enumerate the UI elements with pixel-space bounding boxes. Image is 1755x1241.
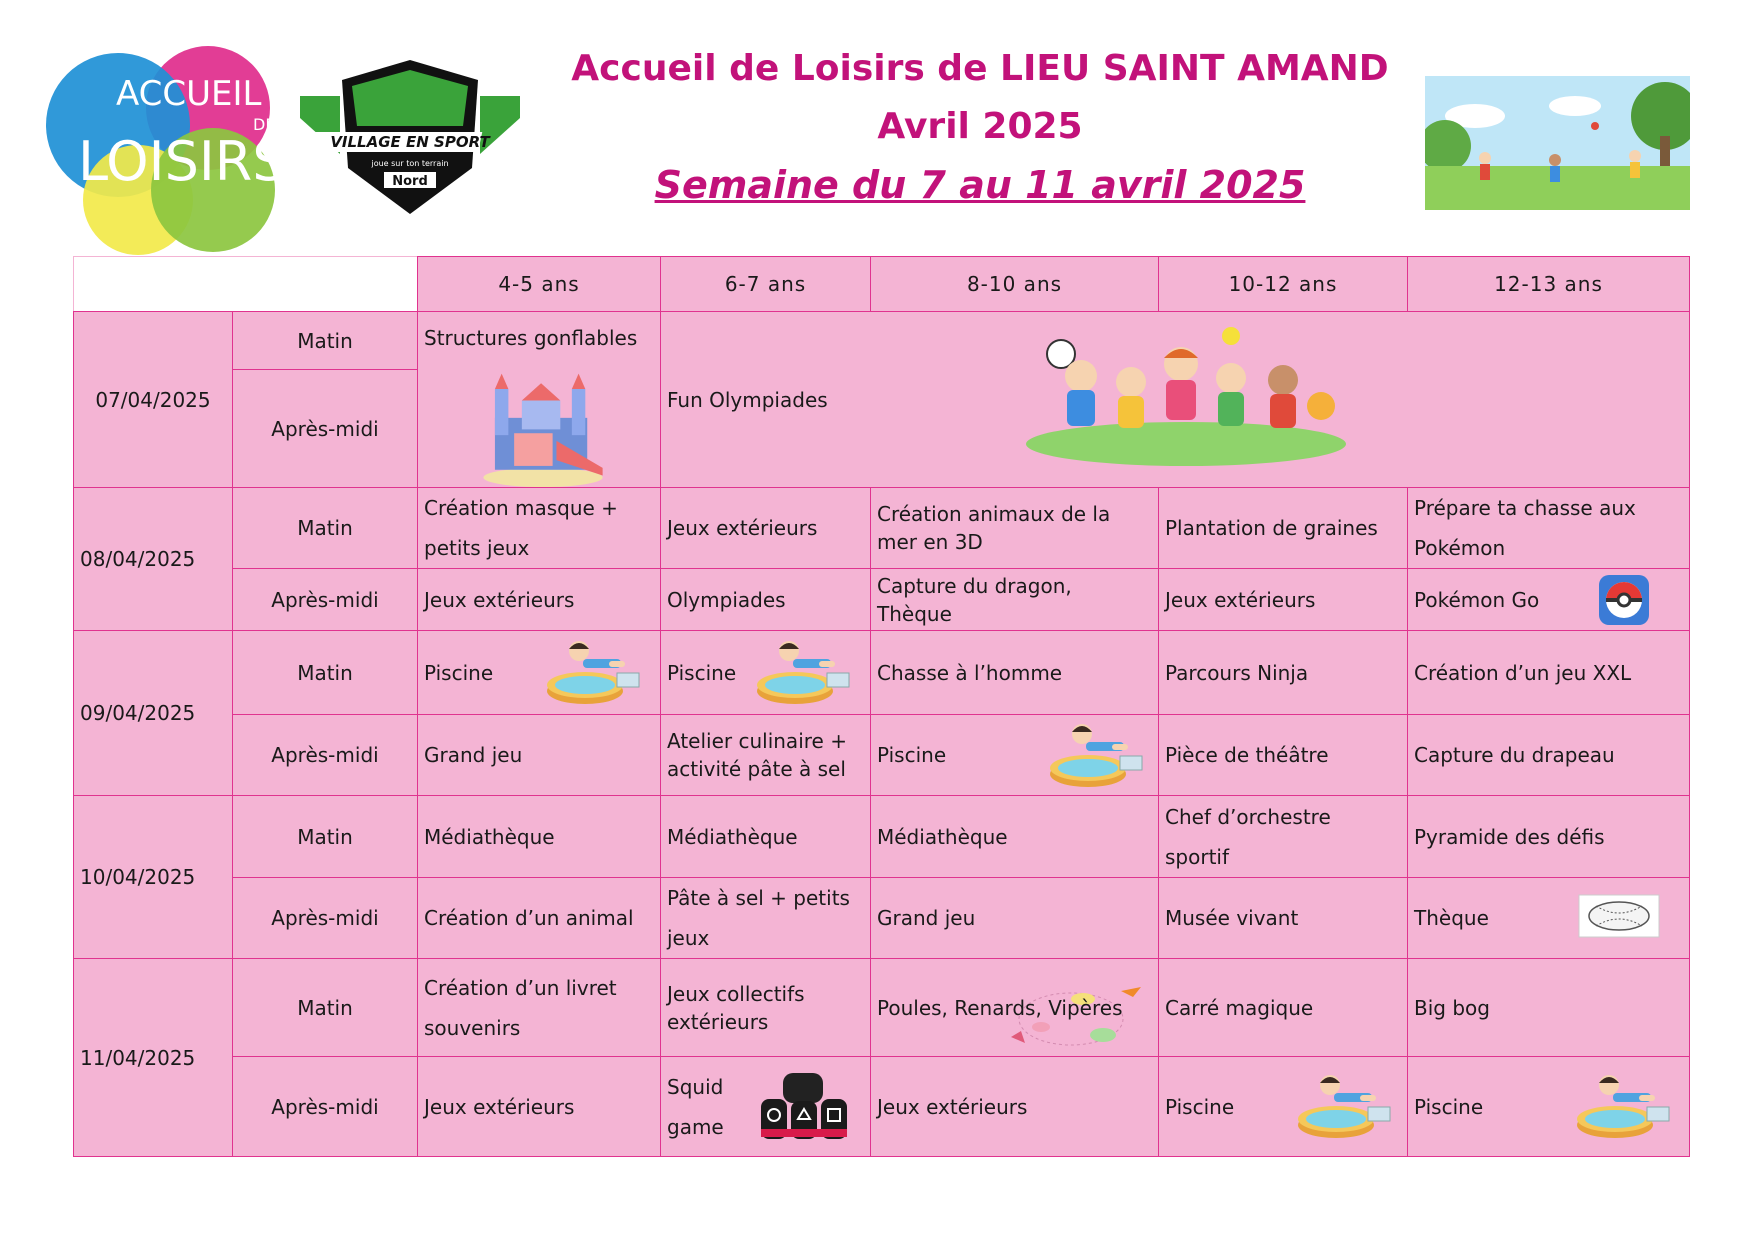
activity-cell (871, 959, 1159, 1057)
date-cell: 08/04/2025 (74, 488, 233, 631)
age-col-12-13: 12-13 ans (1408, 257, 1690, 312)
page-week: Semaine du 7 au 11 avril 2025 (654, 163, 1306, 207)
day-row (74, 796, 1690, 878)
activity-cell: Grand jeu (871, 878, 1159, 959)
kids-playing-park-illustration (1425, 76, 1690, 210)
activity-label: Pokémon Go (1414, 587, 1540, 612)
swimming-pool-icon (543, 635, 643, 709)
header-blank (74, 257, 418, 312)
activity-cell: Capture du drapeau (1408, 715, 1690, 796)
activity-cell: Création animaux de la mer en 3D (871, 488, 1159, 569)
activity-cell: Atelier culinaire + activité pâte à sel (661, 715, 871, 796)
activity-label: Piscine (877, 743, 947, 767)
squid-game-icon (753, 1071, 853, 1141)
day-row (74, 878, 1690, 959)
activity-cell: Création d’un livret souvenirs (418, 959, 661, 1057)
period-afternoon: Après-midi (233, 878, 418, 959)
activity-cell: Plantation de graines (1159, 488, 1408, 569)
activity-cell: Chef d’orchestre sportif (1159, 796, 1408, 878)
activity-cell: Création d’un animal (418, 878, 661, 959)
day-row (74, 488, 1690, 569)
activity-cell: Création masque + petits jeux (418, 488, 661, 569)
swimming-pool-icon (1294, 1069, 1394, 1143)
day-row (74, 631, 1690, 715)
activity-label: Piscine (1165, 1094, 1235, 1119)
date-cell: 07/04/2025 (74, 312, 233, 488)
period-afternoon: Après-midi (233, 715, 418, 796)
activity-cell (1408, 878, 1690, 959)
activity-label: Fun Olympiades (667, 387, 828, 412)
activity-label: Squid game (667, 1074, 724, 1139)
activity-cell: Parcours Ninja (1159, 631, 1408, 715)
age-header-row (74, 257, 1690, 312)
activity-label: Piscine (1414, 1094, 1484, 1119)
date-cell: 10/04/2025 (74, 796, 233, 959)
age-col-10-12: 10-12 ans (1159, 257, 1408, 312)
activity-label: Piscine (424, 660, 494, 685)
date-cell: 09/04/2025 (74, 631, 233, 796)
activity-cell: Pyramide des défis (1408, 796, 1690, 878)
activity-cell: Grand jeu (418, 715, 661, 796)
activity-cell: Médiathèque (418, 796, 661, 878)
swimming-pool-icon (753, 635, 853, 709)
swimming-pool-icon (1046, 718, 1146, 792)
swimming-pool-icon (1573, 1069, 1673, 1143)
activity-cell (871, 715, 1159, 796)
activity-label: Piscine (667, 660, 737, 685)
day-row (74, 715, 1690, 796)
kids-sports-illustration-icon (1021, 326, 1351, 466)
activity-cell (1408, 1057, 1690, 1157)
activity-cell: Médiathèque (871, 796, 1159, 878)
activity-cell: Jeux extérieurs (1159, 569, 1408, 631)
activity-cell: Big bog (1408, 959, 1690, 1057)
period-morning: Matin (233, 312, 418, 370)
activity-label: Thèque (1414, 906, 1489, 930)
day-row (74, 569, 1690, 631)
activity-cell: Jeux extérieurs (418, 1057, 661, 1157)
activity-label: Structures gonflables (424, 326, 638, 350)
activity-cell: Chasse à l’homme (871, 631, 1159, 715)
activity-cell: Pâte à sel + petits jeux (661, 878, 871, 959)
day-row (74, 1057, 1690, 1157)
activity-cell: Pièce de théâtre (1159, 715, 1408, 796)
header (500, 40, 1460, 214)
logo-text-accueil: ACCUEIL (116, 74, 262, 114)
page-month: Avril 2025 (877, 106, 1083, 147)
page-title: Accueil de Loisirs de LIEU SAINT AMAND (571, 48, 1389, 89)
age-col-6-7: 6-7 ans (661, 257, 871, 312)
activity-cell (418, 631, 661, 715)
logo-text-de: DE (253, 115, 276, 134)
period-afternoon: Après-midi (233, 370, 418, 488)
activity-cell: Jeux collectifs extérieurs (661, 959, 871, 1057)
date-cell: 11/04/2025 (74, 959, 233, 1157)
village-en-sport-logo (300, 58, 520, 218)
activity-cell: Jeux extérieurs (418, 569, 661, 631)
activity-label: Poules, Renards, Vipères (877, 995, 1123, 1020)
activity-cell: Carré magique (1159, 959, 1408, 1057)
logo-village-tagline: joue sur ton terrain (371, 159, 449, 168)
activity-cell (418, 312, 661, 488)
activity-cell: Jeux extérieurs (661, 488, 871, 569)
activity-cell (1159, 1057, 1408, 1157)
pokeball-app-icon (1598, 574, 1650, 626)
activity-cell (1408, 569, 1690, 631)
period-morning: Matin (233, 488, 418, 569)
logo-village-text: VILLAGE EN SPORT (330, 133, 490, 151)
accueil-de-loisirs-logo (38, 30, 288, 260)
day-row (74, 312, 1690, 370)
period-morning: Matin (233, 959, 418, 1057)
baseball-icon (1578, 894, 1660, 938)
activity-schedule-table (73, 256, 1690, 1157)
activity-cell: Jeux extérieurs (871, 1057, 1159, 1157)
activity-cell (661, 631, 871, 715)
bouncy-castle-icon (473, 364, 613, 488)
period-afternoon: Après-midi (233, 1057, 418, 1157)
activity-cell: Création d’un jeu XXL (1408, 631, 1690, 715)
day-row (74, 959, 1690, 1057)
activity-cell: Médiathèque (661, 796, 871, 878)
activity-cell: Olympiades (661, 569, 871, 631)
period-afternoon: Après-midi (233, 569, 418, 631)
period-morning: Matin (233, 796, 418, 878)
age-col-4-5: 4-5 ans (418, 257, 661, 312)
activity-cell-fun-olympiades (661, 312, 1690, 488)
activity-cell: Musée vivant (1159, 878, 1408, 959)
logo-village-nord: Nord (392, 174, 428, 189)
activity-cell: Capture du dragon, Thèque (871, 569, 1159, 631)
activity-cell: Prépare ta chasse aux Pokémon (1408, 488, 1690, 569)
activity-cell (661, 1057, 871, 1157)
period-morning: Matin (233, 631, 418, 715)
age-col-8-10: 8-10 ans (871, 257, 1159, 312)
logo-text-loisirs: LOISIRS (78, 130, 287, 193)
